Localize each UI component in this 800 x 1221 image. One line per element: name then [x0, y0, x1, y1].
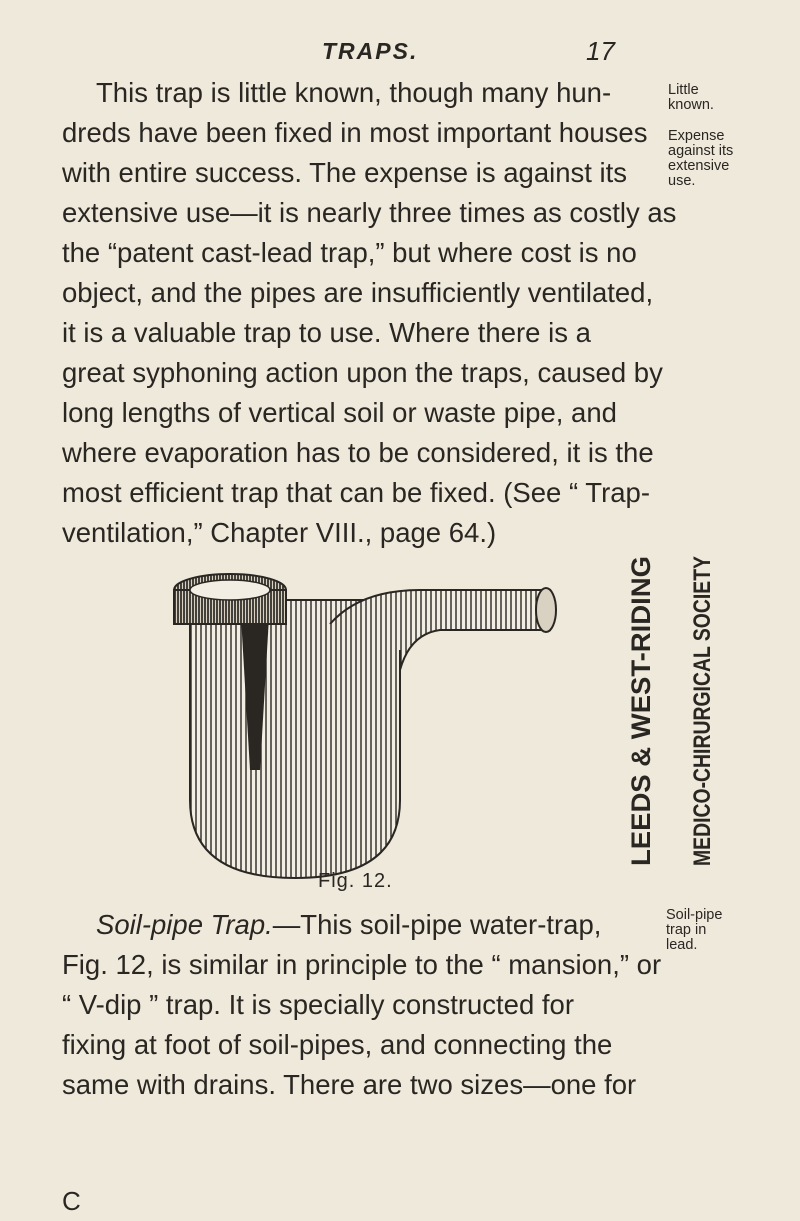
text-line: Fig. 12, is similar in principle to the “ mansion,” or	[62, 949, 662, 980]
text-line: object, and the pipes are insufficiently ventilated,	[62, 277, 654, 308]
margin-note-soil-pipe	[666, 908, 722, 953]
margin-note-line: Expense	[668, 128, 725, 144]
margin-note-line: trap in	[666, 922, 707, 938]
library-stamp	[620, 546, 740, 876]
margin-note-line: Little	[668, 82, 699, 98]
text-line: ventilation,” Chapter VIII., page 64.)	[62, 517, 497, 548]
text-line: This trap is little known, though many hun-	[96, 77, 612, 108]
margin-note-little-known	[668, 83, 714, 113]
section-heading: Soil-pipe Trap.	[96, 909, 273, 940]
margin-note-line: known.	[668, 97, 714, 113]
text-line: dreds have been fixed in most important houses	[62, 117, 648, 148]
running-head: TRAPS.	[322, 38, 419, 64]
text-line: with entire success. The expense is against its	[62, 157, 628, 188]
text-line: great syphoning action upon the traps, caused by	[62, 357, 663, 388]
margin-note-line: lead.	[666, 937, 698, 953]
text-line: fixing at foot of soil-pipes, and connecting the	[62, 1029, 613, 1060]
margin-note-line: use.	[668, 173, 696, 189]
text-line: it is a valuable trap to use. Where there is a	[62, 317, 591, 348]
text-line: “ V-dip ” trap. It is specially constructed for	[62, 989, 574, 1020]
figure-caption: Fig. 12.	[318, 870, 393, 892]
text-line: where evaporation has to be considered, it is the	[62, 437, 654, 468]
margin-note-line: Soil-pipe	[666, 907, 723, 923]
text-line	[62, 905, 662, 945]
soil-pipe-trap-illustration	[150, 560, 560, 890]
margin-note-expense	[668, 129, 733, 189]
text-line: same with drains. There are two sizes—one for	[62, 1069, 637, 1100]
text-line: most efficient trap that can be fixed. (See “ Trap-	[62, 477, 650, 508]
text-line: extensive use—it is nearly three times as costly as	[62, 197, 677, 228]
paragraph-soil-pipe-trap	[62, 905, 662, 1105]
signature-mark: C	[62, 1186, 81, 1216]
stamp-line-1: LEEDS & WEST-RIDING	[626, 561, 656, 866]
text-line: long lengths of vertical soil or waste pipe, and	[62, 397, 617, 428]
text-line-rest: —This soil-pipe water-trap,	[272, 909, 602, 940]
stamp-line-2: MEDICO-CHIRURGICAL SOCIETY	[689, 546, 716, 866]
paragraph-trap-description	[62, 73, 677, 553]
text-line: the “patent cast-lead trap,” but where cost is no	[62, 237, 637, 268]
page-number: 17	[586, 36, 615, 66]
margin-note-line: against its	[668, 143, 734, 159]
margin-note-line: extensive	[668, 158, 730, 174]
